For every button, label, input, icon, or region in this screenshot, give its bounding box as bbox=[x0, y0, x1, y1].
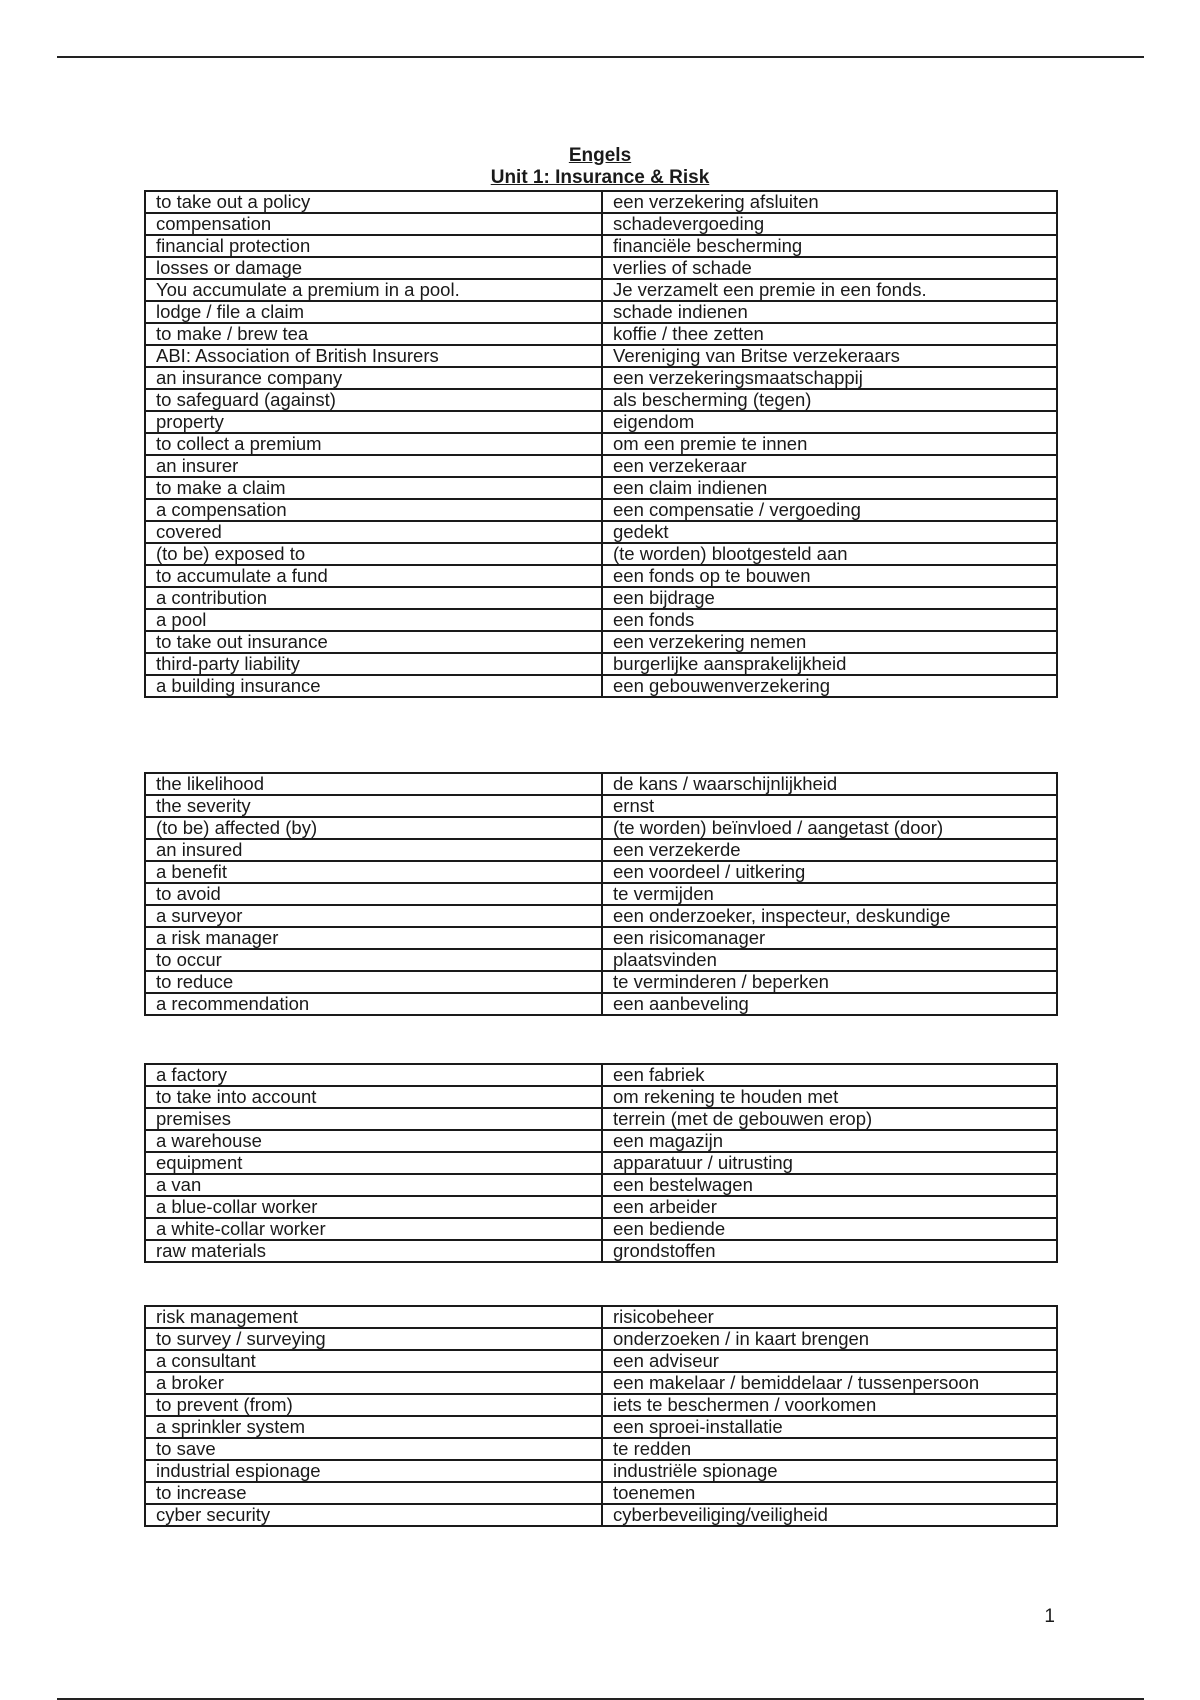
english-term: a compensation bbox=[145, 499, 602, 521]
dutch-translation: schade indienen bbox=[602, 301, 1057, 323]
english-term: an insurance company bbox=[145, 367, 602, 389]
dutch-translation: te vermijden bbox=[602, 883, 1057, 905]
english-term: equipment bbox=[145, 1152, 602, 1174]
dutch-translation: een arbeider bbox=[602, 1196, 1057, 1218]
english-term: cyber security bbox=[145, 1504, 602, 1526]
table-row bbox=[145, 191, 1057, 213]
table-row bbox=[145, 477, 1057, 499]
table-row bbox=[145, 1460, 1057, 1482]
english-term: to increase bbox=[145, 1482, 602, 1504]
english-term: a van bbox=[145, 1174, 602, 1196]
table-row bbox=[145, 1306, 1057, 1328]
header-rule bbox=[57, 56, 1144, 58]
dutch-translation: industriële spionage bbox=[602, 1460, 1057, 1482]
english-term: You accumulate a premium in a pool. bbox=[145, 279, 602, 301]
dutch-translation: de kans / waarschijnlijkheid bbox=[602, 773, 1057, 795]
english-term: to accumulate a fund bbox=[145, 565, 602, 587]
dutch-translation: onderzoeken / in kaart brengen bbox=[602, 1328, 1057, 1350]
table-row bbox=[145, 411, 1057, 433]
table-row bbox=[145, 653, 1057, 675]
english-term: the likelihood bbox=[145, 773, 602, 795]
english-term: to take out a policy bbox=[145, 191, 602, 213]
english-term: to reduce bbox=[145, 971, 602, 993]
dutch-translation: toenemen bbox=[602, 1482, 1057, 1504]
vocab-table-business-assets bbox=[144, 1063, 1058, 1263]
english-term: to safeguard (against) bbox=[145, 389, 602, 411]
dutch-translation: apparatuur / uitrusting bbox=[602, 1152, 1057, 1174]
english-term: a sprinkler system bbox=[145, 1416, 602, 1438]
english-term: to survey / surveying bbox=[145, 1328, 602, 1350]
dutch-translation: een fonds bbox=[602, 609, 1057, 631]
dutch-translation: burgerlijke aansprakelijkheid bbox=[602, 653, 1057, 675]
english-term: an insurer bbox=[145, 455, 602, 477]
dutch-translation: een sproei-installatie bbox=[602, 1416, 1057, 1438]
english-term: lodge / file a claim bbox=[145, 301, 602, 323]
dutch-translation: een magazijn bbox=[602, 1130, 1057, 1152]
table-row bbox=[145, 1482, 1057, 1504]
table-row bbox=[145, 1394, 1057, 1416]
dutch-translation: een voordeel / uitkering bbox=[602, 861, 1057, 883]
dutch-translation: koffie / thee zetten bbox=[602, 323, 1057, 345]
english-term: a pool bbox=[145, 609, 602, 631]
dutch-translation: (te worden) beïnvloed / aangetast (door) bbox=[602, 817, 1057, 839]
table-row bbox=[145, 631, 1057, 653]
english-term: property bbox=[145, 411, 602, 433]
table-row bbox=[145, 773, 1057, 795]
dutch-translation: financiële bescherming bbox=[602, 235, 1057, 257]
table-row bbox=[145, 817, 1057, 839]
table-row bbox=[145, 1108, 1057, 1130]
table-row bbox=[145, 257, 1057, 279]
english-term: a benefit bbox=[145, 861, 602, 883]
dutch-translation: een fonds op te bouwen bbox=[602, 565, 1057, 587]
dutch-translation: een adviseur bbox=[602, 1350, 1057, 1372]
dutch-translation: een fabriek bbox=[602, 1064, 1057, 1086]
table-row bbox=[145, 1174, 1057, 1196]
dutch-translation: een aanbeveling bbox=[602, 993, 1057, 1015]
table-row bbox=[145, 499, 1057, 521]
dutch-translation: Je verzamelt een premie in een fonds. bbox=[602, 279, 1057, 301]
vocab-table-insurance-basics bbox=[144, 190, 1058, 698]
dutch-translation: verlies of schade bbox=[602, 257, 1057, 279]
english-term: a factory bbox=[145, 1064, 602, 1086]
table-row bbox=[145, 455, 1057, 477]
dutch-translation: om rekening te houden met bbox=[602, 1086, 1057, 1108]
table-row bbox=[145, 927, 1057, 949]
dutch-translation: te verminderen / beperken bbox=[602, 971, 1057, 993]
table-row bbox=[145, 993, 1057, 1015]
dutch-translation: een verzekerde bbox=[602, 839, 1057, 861]
table-row bbox=[145, 235, 1057, 257]
dutch-translation: een claim indienen bbox=[602, 477, 1057, 499]
dutch-translation: een gebouwenverzekering bbox=[602, 675, 1057, 697]
table-row bbox=[145, 675, 1057, 697]
document-subtitle: Unit 1: Insurance & Risk bbox=[490, 167, 710, 188]
table-row bbox=[145, 213, 1057, 235]
english-term: to take into account bbox=[145, 1086, 602, 1108]
table-row bbox=[145, 609, 1057, 631]
english-term: risk management bbox=[145, 1306, 602, 1328]
table-row bbox=[145, 971, 1057, 993]
english-term: a white-collar worker bbox=[145, 1218, 602, 1240]
english-term: (to be) exposed to bbox=[145, 543, 602, 565]
table-row bbox=[145, 1240, 1057, 1262]
table-row bbox=[145, 433, 1057, 455]
table-row bbox=[145, 1416, 1057, 1438]
table-row bbox=[145, 1196, 1057, 1218]
english-term: the severity bbox=[145, 795, 602, 817]
dutch-translation: grondstoffen bbox=[602, 1240, 1057, 1262]
english-term: a surveyor bbox=[145, 905, 602, 927]
table-row bbox=[145, 839, 1057, 861]
dutch-translation: Vereniging van Britse verzekeraars bbox=[602, 345, 1057, 367]
dutch-translation: plaatsvinden bbox=[602, 949, 1057, 971]
table-row bbox=[145, 1372, 1057, 1394]
table-row bbox=[145, 521, 1057, 543]
dutch-translation: een verzekering nemen bbox=[602, 631, 1057, 653]
table-row bbox=[145, 301, 1057, 323]
dutch-translation: risicobeheer bbox=[602, 1306, 1057, 1328]
dutch-translation: een verzekering afsluiten bbox=[602, 191, 1057, 213]
english-term: raw materials bbox=[145, 1240, 602, 1262]
table-row bbox=[145, 323, 1057, 345]
dutch-translation: te redden bbox=[602, 1438, 1057, 1460]
dutch-translation: gedekt bbox=[602, 521, 1057, 543]
english-term: losses or damage bbox=[145, 257, 602, 279]
page-number: 1 bbox=[1044, 1606, 1055, 1627]
table-row bbox=[145, 1152, 1057, 1174]
english-term: ABI: Association of British Insurers bbox=[145, 345, 602, 367]
dutch-translation: als bescherming (tegen) bbox=[602, 389, 1057, 411]
dutch-translation: om een premie te innen bbox=[602, 433, 1057, 455]
table-row bbox=[145, 949, 1057, 971]
table-row bbox=[145, 345, 1057, 367]
table-row bbox=[145, 367, 1057, 389]
table-row bbox=[145, 543, 1057, 565]
english-term: an insured bbox=[145, 839, 602, 861]
english-term: industrial espionage bbox=[145, 1460, 602, 1482]
english-term: to save bbox=[145, 1438, 602, 1460]
english-term: to collect a premium bbox=[145, 433, 602, 455]
dutch-translation: ernst bbox=[602, 795, 1057, 817]
vocab-table-risk-assessment bbox=[144, 772, 1058, 1016]
table-row bbox=[145, 1130, 1057, 1152]
table-row bbox=[145, 861, 1057, 883]
table-row bbox=[145, 389, 1057, 411]
english-term: a warehouse bbox=[145, 1130, 602, 1152]
table-row bbox=[145, 1438, 1057, 1460]
dutch-translation: een verzekeringsmaatschappij bbox=[602, 367, 1057, 389]
table-row bbox=[145, 1218, 1057, 1240]
dutch-translation: een risicomanager bbox=[602, 927, 1057, 949]
english-term: covered bbox=[145, 521, 602, 543]
dutch-translation: schadevergoeding bbox=[602, 213, 1057, 235]
table-row bbox=[145, 565, 1057, 587]
english-term: compensation bbox=[145, 213, 602, 235]
english-term: premises bbox=[145, 1108, 602, 1130]
dutch-translation: een compensatie / vergoeding bbox=[602, 499, 1057, 521]
english-term: to avoid bbox=[145, 883, 602, 905]
table-row bbox=[145, 883, 1057, 905]
table-row bbox=[145, 1086, 1057, 1108]
english-term: a consultant bbox=[145, 1350, 602, 1372]
table-row bbox=[145, 905, 1057, 927]
english-term: to make / brew tea bbox=[145, 323, 602, 345]
table-row bbox=[145, 795, 1057, 817]
english-term: to prevent (from) bbox=[145, 1394, 602, 1416]
dutch-translation: eigendom bbox=[602, 411, 1057, 433]
english-term: to take out insurance bbox=[145, 631, 602, 653]
table-row bbox=[145, 1064, 1057, 1086]
dutch-translation: terrein (met de gebouwen erop) bbox=[602, 1108, 1057, 1130]
dutch-translation: een onderzoeker, inspecteur, deskundige bbox=[602, 905, 1057, 927]
table-row bbox=[145, 587, 1057, 609]
english-term: third-party liability bbox=[145, 653, 602, 675]
dutch-translation: (te worden) blootgesteld aan bbox=[602, 543, 1057, 565]
english-term: a building insurance bbox=[145, 675, 602, 697]
english-term: to make a claim bbox=[145, 477, 602, 499]
table-row bbox=[145, 1504, 1057, 1526]
english-term: a contribution bbox=[145, 587, 602, 609]
table-row bbox=[145, 1328, 1057, 1350]
english-term: financial protection bbox=[145, 235, 602, 257]
english-term: to occur bbox=[145, 949, 602, 971]
english-term: a blue-collar worker bbox=[145, 1196, 602, 1218]
dutch-translation: een makelaar / bemiddelaar / tussenpersoon bbox=[602, 1372, 1057, 1394]
dutch-translation: cyberbeveiliging/veiligheid bbox=[602, 1504, 1057, 1526]
dutch-translation: een bediende bbox=[602, 1218, 1057, 1240]
dutch-translation: een verzekeraar bbox=[602, 455, 1057, 477]
dutch-translation: een bijdrage bbox=[602, 587, 1057, 609]
english-term: (to be) affected (by) bbox=[145, 817, 602, 839]
vocab-table-risk-management bbox=[144, 1305, 1058, 1527]
document-title: Engels bbox=[568, 145, 632, 166]
english-term: a risk manager bbox=[145, 927, 602, 949]
english-term: a recommendation bbox=[145, 993, 602, 1015]
dutch-translation: een bestelwagen bbox=[602, 1174, 1057, 1196]
dutch-translation: iets te beschermen / voorkomen bbox=[602, 1394, 1057, 1416]
table-row bbox=[145, 279, 1057, 301]
english-term: a broker bbox=[145, 1372, 602, 1394]
table-row bbox=[145, 1350, 1057, 1372]
